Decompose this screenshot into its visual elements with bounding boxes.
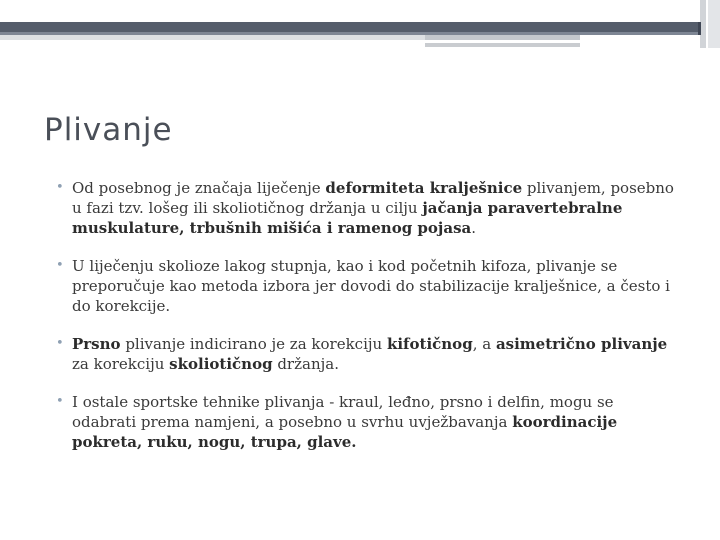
bullet-text: U liječenju skolioze lakog stupnja, kao i kod početnih kifoza, plivanje se preporučuje kao metoda izbora jer dovodi do stabilizacije kralješnice, a često i do korekcije. xyxy=(72,257,670,315)
bullet-text: Od posebnog je značaja liječenje xyxy=(72,179,326,197)
bullet-dot-icon: • xyxy=(56,258,64,273)
top-bar xyxy=(0,0,720,24)
bullet-bold-text: skoliotičnog xyxy=(169,355,273,373)
bullet-text: I ostale sportske tehnike plivanja - kraul, leđno, prsno i delfin, mogu se odabrati prema namjeni, a posebno u svrhu uvježbavanja xyxy=(72,393,614,431)
bullet-list xyxy=(56,178,676,452)
bullet-item xyxy=(56,178,676,238)
bullet-text: plivanjem, posebno u fazi tzv. lošeg ili skoliotičnog držanja u cilju xyxy=(72,179,674,217)
right-dark-mark xyxy=(698,22,701,35)
bullet-bold-text: Prsno xyxy=(72,335,121,353)
bullet-text: držanja. xyxy=(272,355,339,373)
bullet-text: za korekciju xyxy=(72,355,170,373)
bullet-bold-text: asimetrično plivanje xyxy=(495,335,668,353)
header-band-dark xyxy=(0,22,698,32)
bullet-bold-text: koordinacije pokreta, ruku, nogu, trupa, glave. xyxy=(72,413,618,451)
bullet-text: . xyxy=(471,219,477,237)
bullet-dot-icon: • xyxy=(56,336,64,351)
header-band-stub xyxy=(425,43,580,47)
bullet-item xyxy=(56,256,676,316)
bullet-text: plivanje indicirano je za korekciju xyxy=(120,335,387,353)
header-band-light xyxy=(0,35,425,40)
bullet-dot-icon: • xyxy=(56,180,64,195)
slide-title: Plivanje xyxy=(44,112,173,148)
bullet-item xyxy=(56,334,676,374)
bullet-item xyxy=(56,392,676,452)
right-strip-outer xyxy=(708,0,720,48)
header-band-light-accent xyxy=(425,35,580,40)
bullet-bold-text: kifotičnog xyxy=(386,335,473,353)
bullet-bold-text: jačanja paravertebralne muskulature, trbušnih mišića i ramenog pojasa xyxy=(72,199,623,237)
bullet-text: , a xyxy=(472,335,496,353)
bullet-bold-text: deformiteta kralješnice xyxy=(325,179,523,197)
bullet-dot-icon: • xyxy=(56,394,64,409)
